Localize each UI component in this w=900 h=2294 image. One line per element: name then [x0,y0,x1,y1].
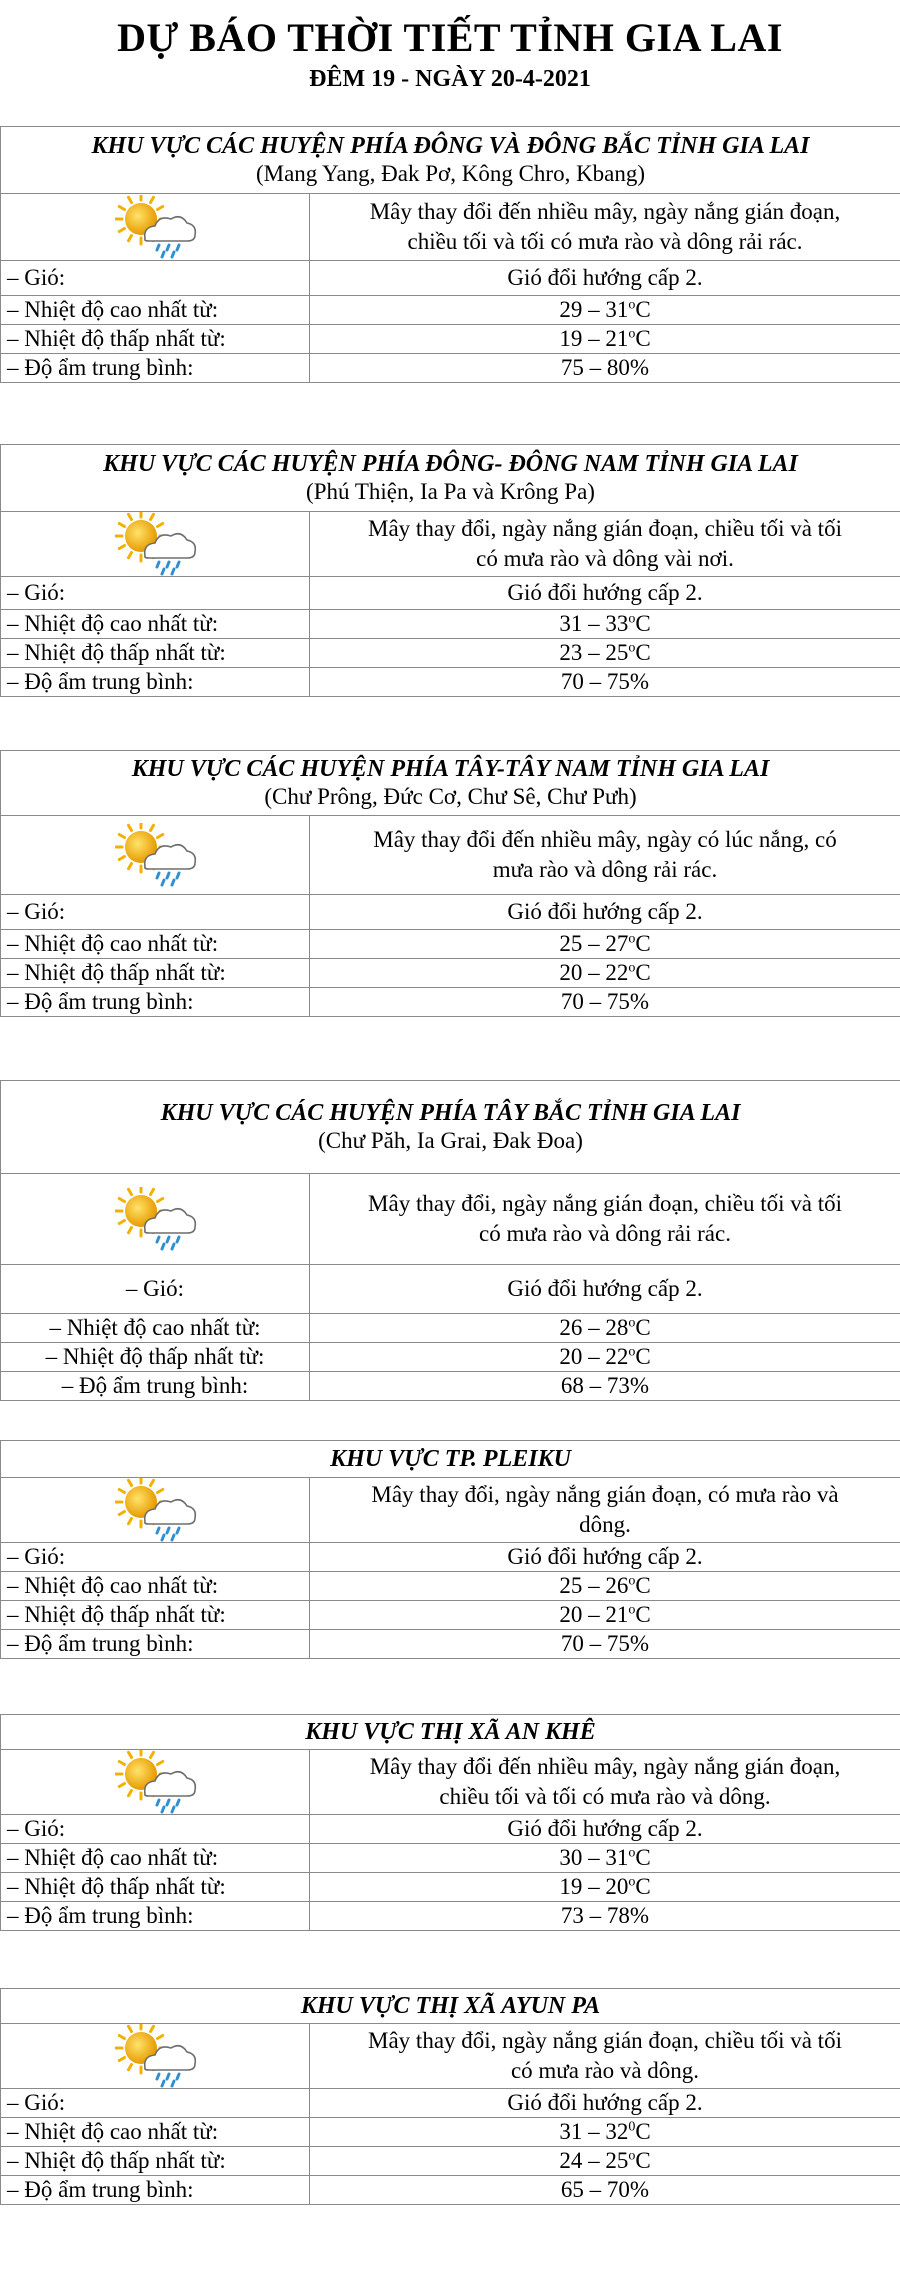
max-temp-label: – Nhiệt độ cao nhất từ: [1,296,310,325]
humidity-row [1,354,900,383]
sun-cloud-rain-icon [115,1187,199,1251]
wind-value [310,1815,900,1844]
degree-mark: o [628,1602,636,1618]
wind-row [1,895,900,930]
degree-mark: o [628,297,636,313]
celsius-unit: C [635,1845,651,1870]
max-temp-range: 30 – 31 [559,1845,629,1870]
region-title-cell [1,751,900,816]
weather-icon-cell [1,194,310,261]
celsius-unit: C [635,611,651,636]
region-summary-row [1,1174,900,1265]
min-temp-range: 24 – 25 [559,2148,629,2173]
weather-description [310,1174,900,1265]
min-temp-row [1,639,900,668]
description-line-1: Mây thay đổi đến nhiều mây, ngày nắng gián đoạn, [369,199,841,224]
min-temp-range: 20 – 22 [559,960,629,985]
region-section [0,444,900,697]
humidity-value [310,354,900,383]
wind-label: – Gió: [1,1265,310,1314]
max-temp-row [1,1314,900,1343]
humidity-range: 65 – 70% [560,2177,650,2202]
region-summary-row [1,2024,900,2089]
region-section [0,1714,900,1931]
region-section [0,126,900,383]
region-table [0,444,900,697]
description-line-2: có mưa rào và dông vài nơi. [476,546,734,571]
sun-cloud-rain-icon [115,1750,199,1814]
degree-mark: o [628,1573,636,1589]
min-temp-range: 20 – 21 [559,1602,629,1627]
region-section [0,1988,900,2205]
region-table [0,750,900,1017]
celsius-unit: C [635,960,651,985]
min-temp-row [1,959,900,988]
humidity-row [1,988,900,1017]
wind-label: – Gió: [1,2089,310,2118]
degree-mark: 0 [628,2119,636,2135]
humidity-row [1,668,900,697]
description-line-1: Mây thay đổi, ngày nắng gián đoạn, chiều tối và tối [368,1191,842,1216]
min-temp-label: – Nhiệt độ thấp nhất từ: [1,1343,310,1372]
weather-icon-cell [1,2024,310,2089]
degree-mark: o [628,1315,636,1331]
degree-mark: o [628,1344,636,1360]
max-temp-value [310,1314,900,1343]
region-section [0,750,900,1017]
weather-description [310,1750,900,1815]
region-districts: (Phú Thiện, Ia Pa và Krông Pa) [306,479,595,504]
wind-row [1,1815,900,1844]
region-summary-row [1,512,900,577]
weather-icon-cell [1,1478,310,1543]
region-title: KHU VỰC CÁC HUYỆN PHÍA ĐÔNG- ĐÔNG NAM TỈNH GIA LAI [103,451,798,477]
region-summary-row [1,816,900,895]
max-temp-row [1,930,900,959]
wind-row [1,2089,900,2118]
humidity-range: 70 – 75% [560,1631,650,1656]
weather-icon-cell [1,1174,310,1265]
wind-label: – Gió: [1,1543,310,1572]
description-line-1: Mây thay đổi đến nhiều mây, ngày nắng gián đoạn, [369,1754,841,1779]
degree-mark: o [628,1874,636,1890]
humidity-label: – Độ ẩm trung bình: [1,1630,310,1659]
max-temp-label: – Nhiệt độ cao nhất từ: [1,1314,310,1343]
region-title-row [1,127,900,194]
weather-icon-cell [1,816,310,895]
wind-value [310,895,900,930]
max-temp-label: – Nhiệt độ cao nhất từ: [1,930,310,959]
region-title: KHU VỰC CÁC HUYỆN PHÍA TÂY BẮC TỈNH GIA LAI [160,1100,741,1126]
humidity-label: – Độ ẩm trung bình: [1,1902,310,1931]
min-temp-range: 23 – 25 [559,640,629,665]
page-subtitle: ĐÊM 19 - NGÀY 20-4-2021 [309,66,591,92]
region-title: KHU VỰC CÁC HUYỆN PHÍA TÂY-TÂY NAM TỈNH GIA LAI [131,756,770,782]
min-temp-value [310,1601,900,1630]
max-temp-label: – Nhiệt độ cao nhất từ: [1,610,310,639]
max-temp-label: – Nhiệt độ cao nhất từ: [1,1572,310,1601]
region-title-cell [1,1989,900,2024]
min-temp-label: – Nhiệt độ thấp nhất từ: [1,325,310,354]
min-temp-row [1,2147,900,2176]
celsius-unit: C [635,1874,651,1899]
celsius-unit: C [635,2148,651,2173]
celsius-unit: C [635,1573,651,1598]
max-temp-value [310,610,900,639]
description-line-1: Mây thay đổi, ngày nắng gián đoạn, chiều tối và tối [368,2028,842,2053]
humidity-label: – Độ ẩm trung bình: [1,2176,310,2205]
degree-mark: o [628,2148,636,2164]
min-temp-value [310,639,900,668]
max-temp-row [1,1844,900,1873]
wind-range: Gió đổi hướng cấp 2. [507,899,703,924]
region-title: KHU VỰC CÁC HUYỆN PHÍA ĐÔNG VÀ ĐÔNG BẮC TỈNH GIA LAI [91,133,810,159]
sun-cloud-rain-icon [115,1478,199,1542]
degree-mark: o [628,640,636,656]
region-districts: (Chư Prông, Đức Cơ, Chư Sê, Chư Pưh) [264,784,637,809]
max-temp-value [310,1572,900,1601]
wind-value [310,2089,900,2118]
region-title-row [1,751,900,816]
region-summary-row [1,194,900,261]
sun-cloud-rain-icon [115,195,199,259]
humidity-label: – Độ ẩm trung bình: [1,988,310,1017]
description-line-1: Mây thay đổi đến nhiều mây, ngày có lúc nắng, có [373,827,837,852]
humidity-label: – Độ ẩm trung bình: [1,668,310,697]
region-districts: (Mang Yang, Đak Pơ, Kông Chro, Kbang) [255,161,646,186]
region-section [0,1440,900,1659]
region-title: KHU VỰC THỊ XÃ AYUN PA [300,1993,601,2019]
weather-description [310,194,900,261]
humidity-value [310,988,900,1017]
weather-icon-cell [1,512,310,577]
wind-value [310,261,900,296]
celsius-unit: C [635,640,651,665]
humidity-row [1,1630,900,1659]
wind-range: Gió đổi hướng cấp 2. [507,1816,703,1841]
region-summary-row [1,1750,900,1815]
humidity-range: 75 – 80% [560,355,650,380]
region-table [0,1440,900,1659]
region-table [0,1714,900,1931]
wind-range: Gió đổi hướng cấp 2. [507,2090,703,2115]
celsius-unit: C [635,2119,651,2144]
min-temp-label: – Nhiệt độ thấp nhất từ: [1,1873,310,1902]
humidity-value [310,1902,900,1931]
region-title-cell [1,1715,900,1750]
description-line-1: Mây thay đổi, ngày nắng gián đoạn, chiều tối và tối [368,516,842,541]
wind-row [1,577,900,610]
wind-range: Gió đổi hướng cấp 2. [507,265,703,290]
humidity-row [1,1902,900,1931]
description-line-2: mưa rào và dông rải rác. [492,857,718,882]
min-temp-range: 19 – 20 [559,1874,629,1899]
weather-description [310,512,900,577]
region-title: KHU VỰC TP. PLEIKU [330,1446,571,1472]
celsius-unit: C [635,1315,651,1340]
degree-mark: o [628,960,636,976]
humidity-value [310,1372,900,1401]
min-temp-row [1,1873,900,1902]
wind-label: – Gió: [1,895,310,930]
degree-mark: o [628,326,636,342]
max-temp-range: 25 – 27 [559,931,629,956]
min-temp-range: 19 – 21 [559,326,629,351]
description-line-1: Mây thay đổi, ngày nắng gián đoạn, có mưa rào và [371,1482,839,1507]
wind-row [1,1265,900,1314]
degree-mark: o [628,611,636,627]
max-temp-range: 29 – 31 [559,297,629,322]
max-temp-range: 25 – 26 [559,1573,629,1598]
max-temp-range: 31 – 33 [559,611,629,636]
description-line-2: chiều tối và tối có mưa rào và dông. [439,1784,771,1809]
humidity-range: 70 – 75% [560,669,650,694]
description-line-2: chiều tối và tối có mưa rào và dông rải rác. [407,229,803,254]
region-title-row [1,1441,900,1478]
min-temp-label: – Nhiệt độ thấp nhất từ: [1,1601,310,1630]
min-temp-row [1,1343,900,1372]
wind-value [310,577,900,610]
weather-description [310,816,900,895]
region-title-cell [1,1441,900,1478]
min-temp-label: – Nhiệt độ thấp nhất từ: [1,2147,310,2176]
humidity-row [1,1372,900,1401]
wind-label: – Gió: [1,577,310,610]
description-line-2: dông. [579,1512,631,1537]
region-summary-row [1,1478,900,1543]
document-header [0,0,900,100]
min-temp-value [310,2147,900,2176]
max-temp-range: 31 – 32 [559,2119,629,2144]
region-title: KHU VỰC THỊ XÃ AN KHÊ [305,1719,596,1745]
min-temp-value [310,959,900,988]
wind-label: – Gió: [1,1815,310,1844]
region-title-cell [1,127,900,194]
min-temp-value [310,325,900,354]
celsius-unit: C [635,297,651,322]
min-temp-value [310,1873,900,1902]
max-temp-value [310,930,900,959]
humidity-range: 68 – 73% [560,1373,650,1398]
wind-range: Gió đổi hướng cấp 2. [507,1276,703,1301]
humidity-value [310,668,900,697]
min-temp-row [1,1601,900,1630]
degree-mark: o [628,931,636,947]
humidity-row [1,2176,900,2205]
celsius-unit: C [635,1602,651,1627]
wind-row [1,261,900,296]
max-temp-value [310,2118,900,2147]
humidity-value [310,2176,900,2205]
min-temp-row [1,325,900,354]
region-districts: (Chư Păh, Ia Grai, Đak Đoa) [318,1128,583,1153]
sun-cloud-rain-icon [115,512,199,576]
celsius-unit: C [635,326,651,351]
region-table [0,1080,900,1401]
degree-mark: o [628,1845,636,1861]
max-temp-row [1,2118,900,2147]
humidity-label: – Độ ẩm trung bình: [1,354,310,383]
sun-cloud-rain-icon [115,2024,199,2088]
celsius-unit: C [635,1344,651,1369]
region-title-row [1,1715,900,1750]
min-temp-label: – Nhiệt độ thấp nhất từ: [1,639,310,668]
region-section [0,1080,900,1401]
weather-icon-cell [1,1750,310,1815]
wind-value [310,1265,900,1314]
humidity-label: – Độ ẩm trung bình: [1,1372,310,1401]
region-title-cell [1,445,900,512]
wind-label: – Gió: [1,261,310,296]
wind-range: Gió đổi hướng cấp 2. [507,1544,703,1569]
humidity-range: 73 – 78% [560,1903,650,1928]
wind-row [1,1543,900,1572]
max-temp-value [310,296,900,325]
region-table [0,126,900,383]
weather-description [310,1478,900,1543]
region-title-row [1,445,900,512]
humidity-value [310,1630,900,1659]
humidity-range: 70 – 75% [560,989,650,1014]
weather-description [310,2024,900,2089]
region-table [0,1988,900,2205]
max-temp-row [1,296,900,325]
min-temp-label: – Nhiệt độ thấp nhất từ: [1,959,310,988]
wind-value [310,1543,900,1572]
max-temp-label: – Nhiệt độ cao nhất từ: [1,2118,310,2147]
max-temp-row [1,610,900,639]
celsius-unit: C [635,931,651,956]
description-line-2: có mưa rào và dông rải rác. [479,1221,731,1246]
region-title-cell [1,1081,900,1174]
min-temp-range: 20 – 22 [559,1344,629,1369]
min-temp-value [310,1343,900,1372]
sun-cloud-rain-icon [115,823,199,887]
page-title: DỰ BÁO THỜI TIẾT TỈNH GIA LAI [117,15,783,60]
region-title-row [1,1989,900,2024]
max-temp-value [310,1844,900,1873]
max-temp-row [1,1572,900,1601]
description-line-2: có mưa rào và dông. [510,2058,700,2083]
wind-range: Gió đổi hướng cấp 2. [507,580,703,605]
max-temp-label: – Nhiệt độ cao nhất từ: [1,1844,310,1873]
max-temp-range: 26 – 28 [559,1315,629,1340]
region-title-row [1,1081,900,1174]
